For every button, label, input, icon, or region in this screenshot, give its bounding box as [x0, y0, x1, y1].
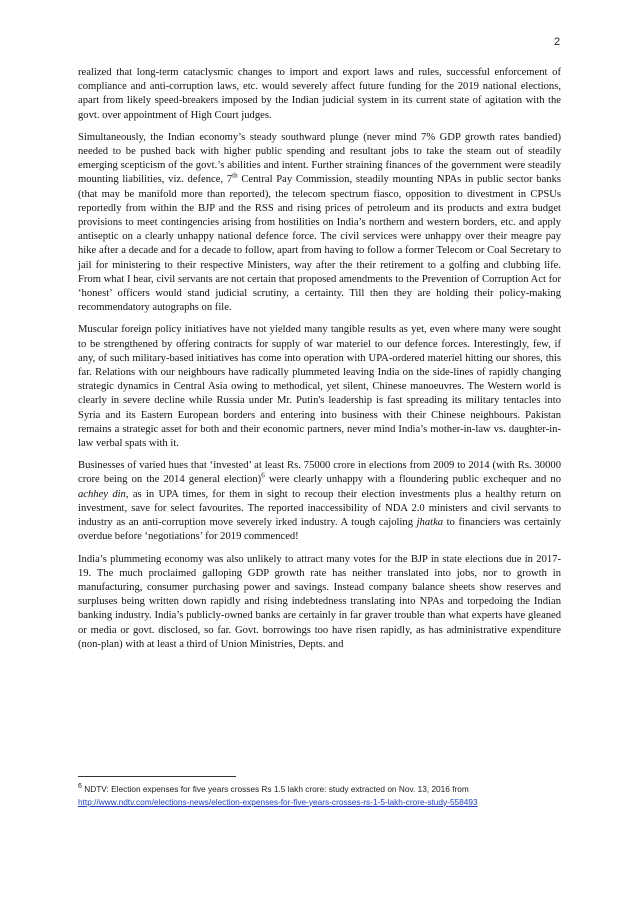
footnote-reference[interactable]: 6 [261, 471, 265, 480]
paragraph-4-italic-2: jhatka [416, 517, 444, 529]
paragraph-2 [78, 131, 561, 316]
paragraph-4-text-a: Businesses of varied hues that ‘invested’ at least Rs. 75000 crore in elections from 2009 to 2014 (with Rs. 30000 crore being on the 2014 general election) [78, 460, 561, 486]
paragraph-4-text-c: as in UPA times, for them in sight to recoup their election investments plus a healthy return on investment, save for select favourites. The reported inaccessibility of NDA 2.0 ministers and civil servants to industry as an anti-corruption move severely irked industry. A tough cajoling [78, 488, 561, 529]
page-number: 2 [554, 36, 561, 48]
paragraph-4-text-b: were clearly unhappy with a floundering public exchequer and no [264, 474, 561, 486]
paragraph-5: India’s plummeting economy was also unlikely to attract many votes for the BJP in state elections due in 2017-19. The much proclaimed galloping GDP growth rate has neither translated into jobs, nor to growth in manufacturing, consumer purchasing power and savings. Instead company balance sheets show reserves and surpluses being written down rapidly and rising indebtedness translating into NPAs and torpedoing the Indian banking industry. India’s publicly-owned banks are certainly in far graver trouble than what experts have gleaned or media or govt. disclosed, so far. Govt. borrowings too have risen rapidly, as has administrative expenditure (non-plan) with at least a third of Union Ministries, Depts. and [78, 553, 561, 650]
paragraph-4 [78, 459, 561, 544]
footnote-link[interactable]: http://www.ndtv.com/elections-news/election-expenses-for-five-years-crosses-rs-1-5-lakh-crore-study-558493 [78, 796, 478, 807]
body-text [78, 66, 561, 652]
footnote-divider [78, 776, 236, 777]
footnote-number: 6 [78, 783, 82, 791]
paragraph-4-text-d: to financiers was certainly overdue before ‘negotiations’ for 2019 commenced! [78, 517, 561, 543]
ordinal-superscript: th [232, 171, 238, 180]
paragraph-4-italic-1: achhey din, [78, 488, 129, 500]
paragraph-2-text-a: Simultaneously, the Indian economy’s steady southward plunge (never mind 7% GDP growth rates bandied) needed to be pushed back with higher public spending and resultant jobs to take the steam out of steadily emerging scepticism of the govt.’s abilities and intent. Further straining finances of the government were steadily mounting liabilities, viz. defence, 7 [78, 131, 561, 186]
footnote [78, 783, 561, 808]
paragraph-2-text-b: Central Pay Commission, steadily mounting NPAs in public sector banks (that may be manifold more than reported), the telecom spectrum fiasco, opposition to divestment in CPSUs reportedly from within the BJP and the RSS and rising prices of petroleum and its products and extra budget provisions to meet contingencies arising from hostilities on India’s northern and western borders, etc. and apply antiseptic on a clearly unhappy national defence force. The civil services were unhappy over their meagre pay hike after a decade and for a decade to follow, apart from having to follow a former Telecom or Coal Secretary to jail for ministering to their respective Ministers, way after the their retirement to a golfing and clubbing life. From what I hear, civil servants are not certain that proposed amendments to the Prevention of Corruption Act for ‘honest’ officers would stand judicial scrutiny, a certainty. Till then they are holding their policy-making recommendatory autographs on file. [78, 174, 561, 314]
paragraph-3: Muscular foreign policy initiatives have not yielded many tangible results as yet, even where many were sought to be strengthened by offering contracts for supply of war materiel to our defence forces. Interestingly, few, if any, of such military-based initiatives has come into operation with UPA-ordered materiel hitting our shores, this far. Relations with our neighbours have radically plummeted leaving India on the side-lines of rapidly changing strategic dynamics in Central Asia owing to methodical, yet silent, Chinese manoeuvres. The Western world is clearly in severe decline while Russia under Mr. Putin's leadership is fast spreading its military tentacles into Syria and its Eastern European borders and entering into business with their Chinese neighbours. Pakistan remains a strategic asset for both and their economic partners, never mind India’s mother-in-law vs. daughter-in-law verbal spats with it. [78, 324, 561, 450]
footnote-text: NDTV: Election expenses for five years crosses Rs 1.5 lakh crore: study extracted on Nov. 13, 2016 from [81, 784, 469, 794]
paragraph-1: realized that long-term cataclysmic changes to import and export laws and rules, successful enforcement of compliance and anti-corruption laws, etc. would severely affect future funding for the 2019 national elections, apart from likely speed-breakers imposed by the Indian judicial system in its current state of agitation with the govt. over appointment of High Court judges. [78, 67, 561, 121]
